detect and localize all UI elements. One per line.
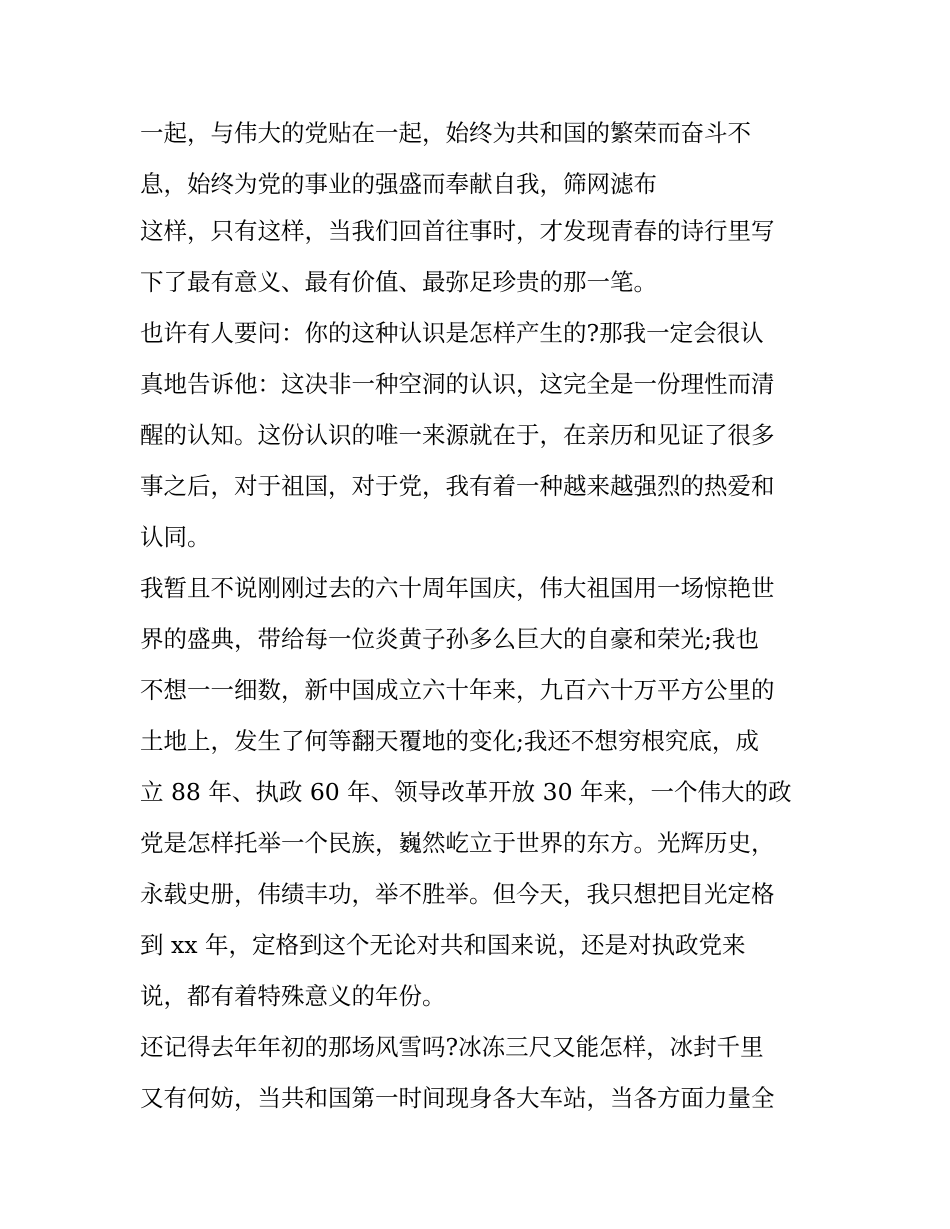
text-line: 真地告诉他：这决非一种空洞的认识，这完全是一份理性而清 xyxy=(140,370,775,398)
body-text xyxy=(140,108,830,1124)
text-line: 界的盛典，带给每一位炎黄子孙多么巨大的自豪和荣光;我也 xyxy=(140,625,759,653)
text-line: 又有何妨，当共和国第一时间现身各大车站，当各方面力量全 xyxy=(140,1084,775,1112)
text-line: 还记得去年年初的那场风雪吗?冰冻三尺又能怎样，冰封千里 xyxy=(140,1033,764,1061)
text-line: 醒的认知。这份认识的唯一来源就在于，在亲历和见证了很多 xyxy=(140,421,775,449)
text-line: 一起，与伟大的党贴在一起，始终为共和国的繁荣而奋斗不 xyxy=(140,119,751,147)
text-line: 立 88 年、执政 60 年、领导改革开放 30 年来，一个伟大的政 xyxy=(140,778,792,806)
text-line: 我暂且不说刚刚过去的六十周年国庆，伟大祖国用一场惊艳世 xyxy=(140,574,775,602)
text-line: 土地上，发生了何等翻天覆地的变化;我还不想穷根究底，成 xyxy=(140,727,759,755)
text-line: 到 xx 年，定格到这个无论对共和国来说，还是对执政党来 xyxy=(140,931,746,959)
text-line: 永载史册，伟绩丰功，举不胜举。但今天，我只想把目光定格 xyxy=(140,880,775,908)
text-line: 下了最有意义、最有价值、最弥足珍贵的那一笔。 xyxy=(140,268,657,296)
text-line: 息，始终为党的事业的强盛而奉献自我，筛网滤布 xyxy=(140,170,657,198)
text-line: 也许有人要问：你的这种认识是怎样产生的?那我一定会很认 xyxy=(140,319,764,347)
text-line: 这样，只有这样，当我们回首往事时，才发现青春的诗行里写 xyxy=(140,217,775,245)
text-line: 党是怎样托举一个民族，巍然屹立于世界的东方。光辉历史， xyxy=(140,829,775,857)
text-line: 说，都有着特殊意义的年份。 xyxy=(140,982,446,1010)
text-line: 不想一一细数，新中国成立六十年来，九百六十万平方公里的 xyxy=(140,676,775,704)
text-line: 事之后，对于祖国，对于党，我有着一种越来越强烈的热爱和 xyxy=(140,472,775,500)
text-line: 认同。 xyxy=(140,523,211,551)
